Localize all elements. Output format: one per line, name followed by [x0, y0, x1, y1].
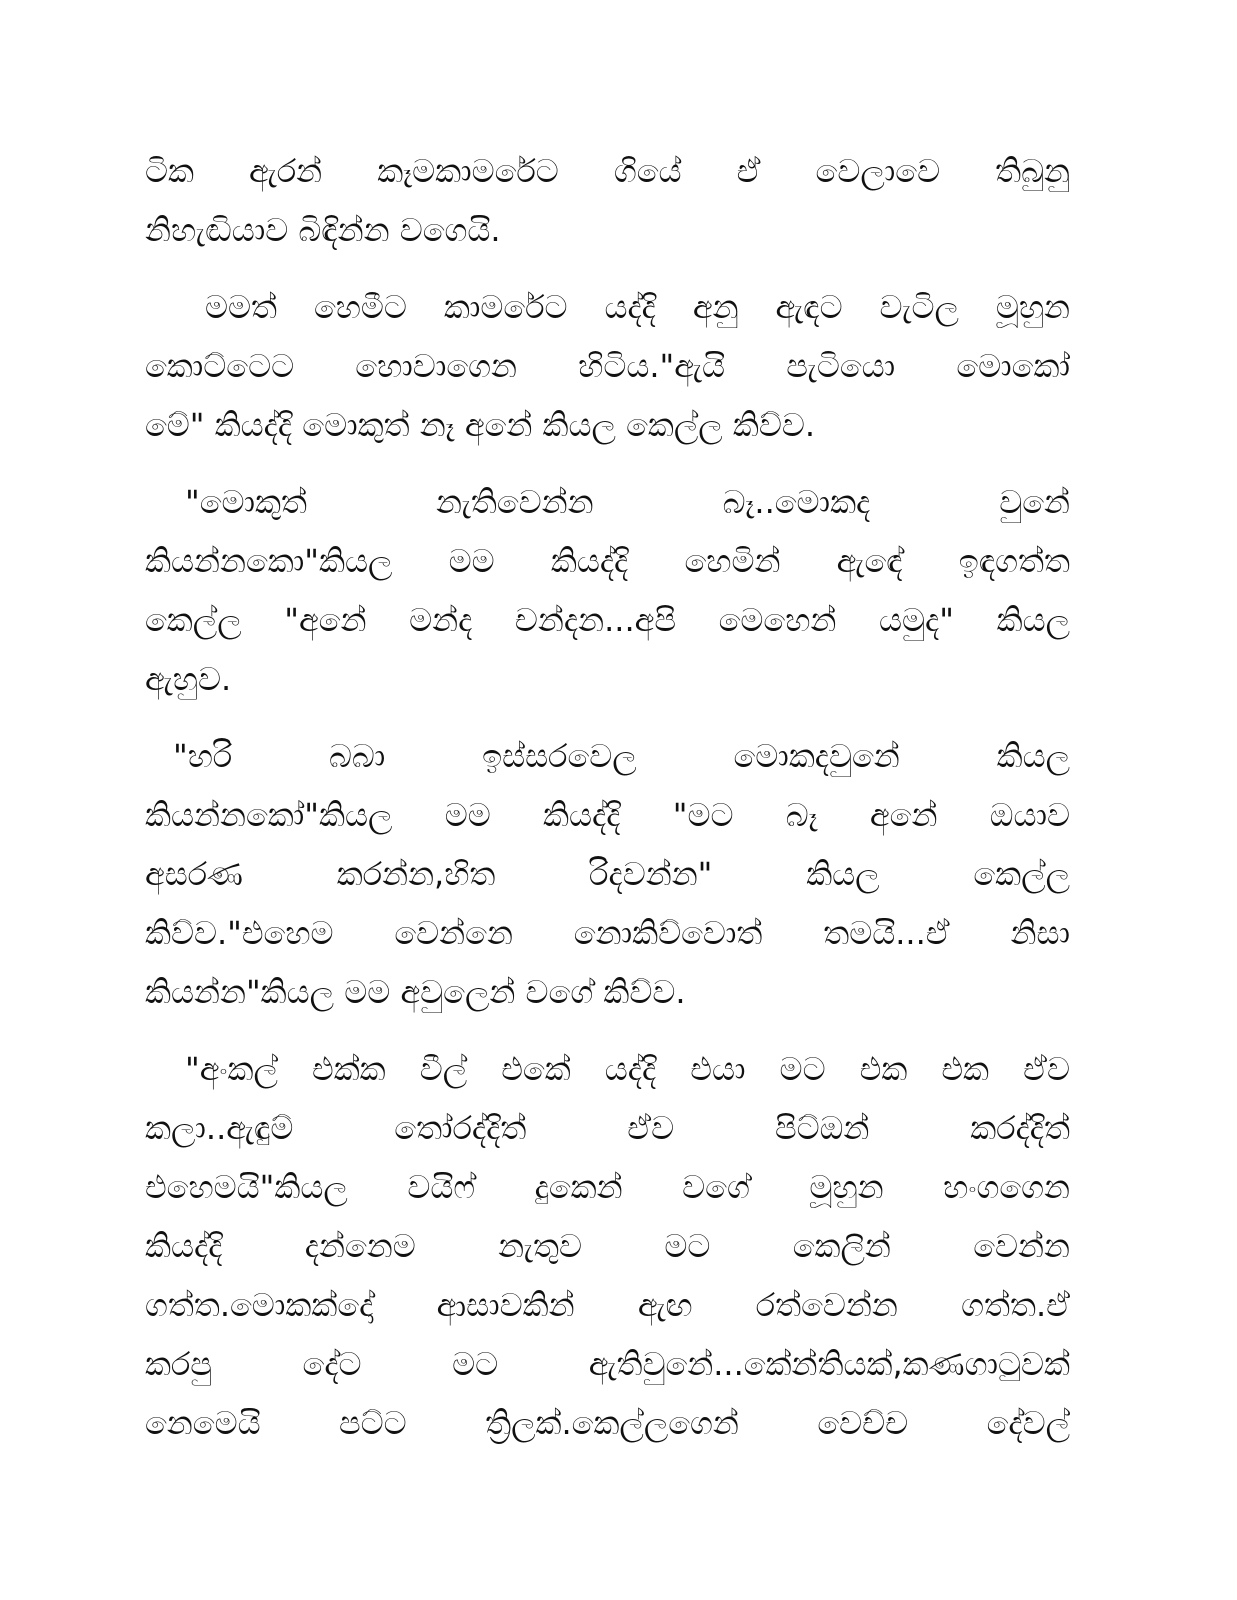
paragraph-2: [145, 278, 1070, 455]
text-line: එහෙමයි"කියල වයිෆ් දුකෙන් වගේ මූහුන හංගගෙන: [145, 1168, 1070, 1206]
paragraph-5: [145, 1040, 1070, 1453]
text-line: ගත්ත.මොකක්දෝ ආසාවකින් ඇඟ රත්වෙන්න ගත්ත.ඒ: [145, 1286, 1070, 1324]
text-line: "හරි බබා ඉස්සරවෙල මොකදවුනේ කියල: [173, 737, 1070, 775]
body-text: [145, 142, 1070, 1471]
text-line: කිව්ව."එහෙම වෙන්නෙ නොකිව්වොත් තමයි...ඒ නිසා: [145, 914, 1070, 952]
text-line: නෙමෙයි පට්ට ත්‍රිලක්.කෙල්ලගෙන් වෙච්ච දේවල්: [145, 1404, 1070, 1442]
text-line: කියද්දි දන්නෙම නැතුව මට කෙලින් වෙන්න: [145, 1227, 1070, 1265]
text-line: කෙල්ල "අනේ මන්ද චන්දන...අපි මෙහෙන් යමුද" කියල: [145, 601, 1070, 639]
text-line: කොට්ටෙට හොවාගෙන හිටිය."ඇයි පැටියො මොකෝ: [145, 347, 1070, 385]
paragraph-4: [145, 727, 1070, 1022]
text-line: ඇහුව.: [145, 660, 232, 698]
text-line: කියන්න"කියල මම අවුලෙන් වගේ කිව්ව.: [145, 973, 686, 1011]
paragraph-1: [145, 142, 1070, 260]
text-line: ටික ඇරන් කෑමකාමරේට ගියේ ඒ වෙලාවෙ තිබුනු: [145, 152, 1070, 190]
text-line: කියන්නකො"කියල මම කියද්දි හෙමින් ඇඳේ ඉඳගත්ත: [145, 542, 1070, 580]
text-line: මමත් හෙමීට කාමරේට යද්දි අනු ඇඳට වැටිල මූහුන: [205, 288, 1070, 326]
paragraph-3: [145, 473, 1070, 709]
text-line: නිහැඬියාව බිඳින්න වගෙයි.: [145, 211, 501, 249]
text-line: කලා..ඇඳුම් තෝරද්දිත් ඒව පිට්ඔන් කරද්දිත්: [145, 1109, 1070, 1147]
text-line: කියන්නකෝ"කියල මම කියද්දි "මට බෑ අනේ ඔයාව: [145, 796, 1070, 834]
text-line: "අංකල් එක්ක වීල් එකේ යද්දි එයා මට එක එක ඒව: [185, 1050, 1070, 1088]
text-line: අසරණ කරන්න,හිත රිදවන්න" කියල කෙල්ල: [145, 855, 1070, 893]
text-line: "මොකුත් නැතිවෙන්න බෑ..මොකද වුනේ: [185, 483, 1070, 521]
text-line: කරපු දේට මට ඇතිවුනේ...කේන්තියක්,කණගාටුවක්: [145, 1345, 1070, 1383]
text-line: මේ" කියද්දි මොකුත් නෑ අනේ කියල කෙල්ල කිව්ව.: [145, 406, 816, 444]
